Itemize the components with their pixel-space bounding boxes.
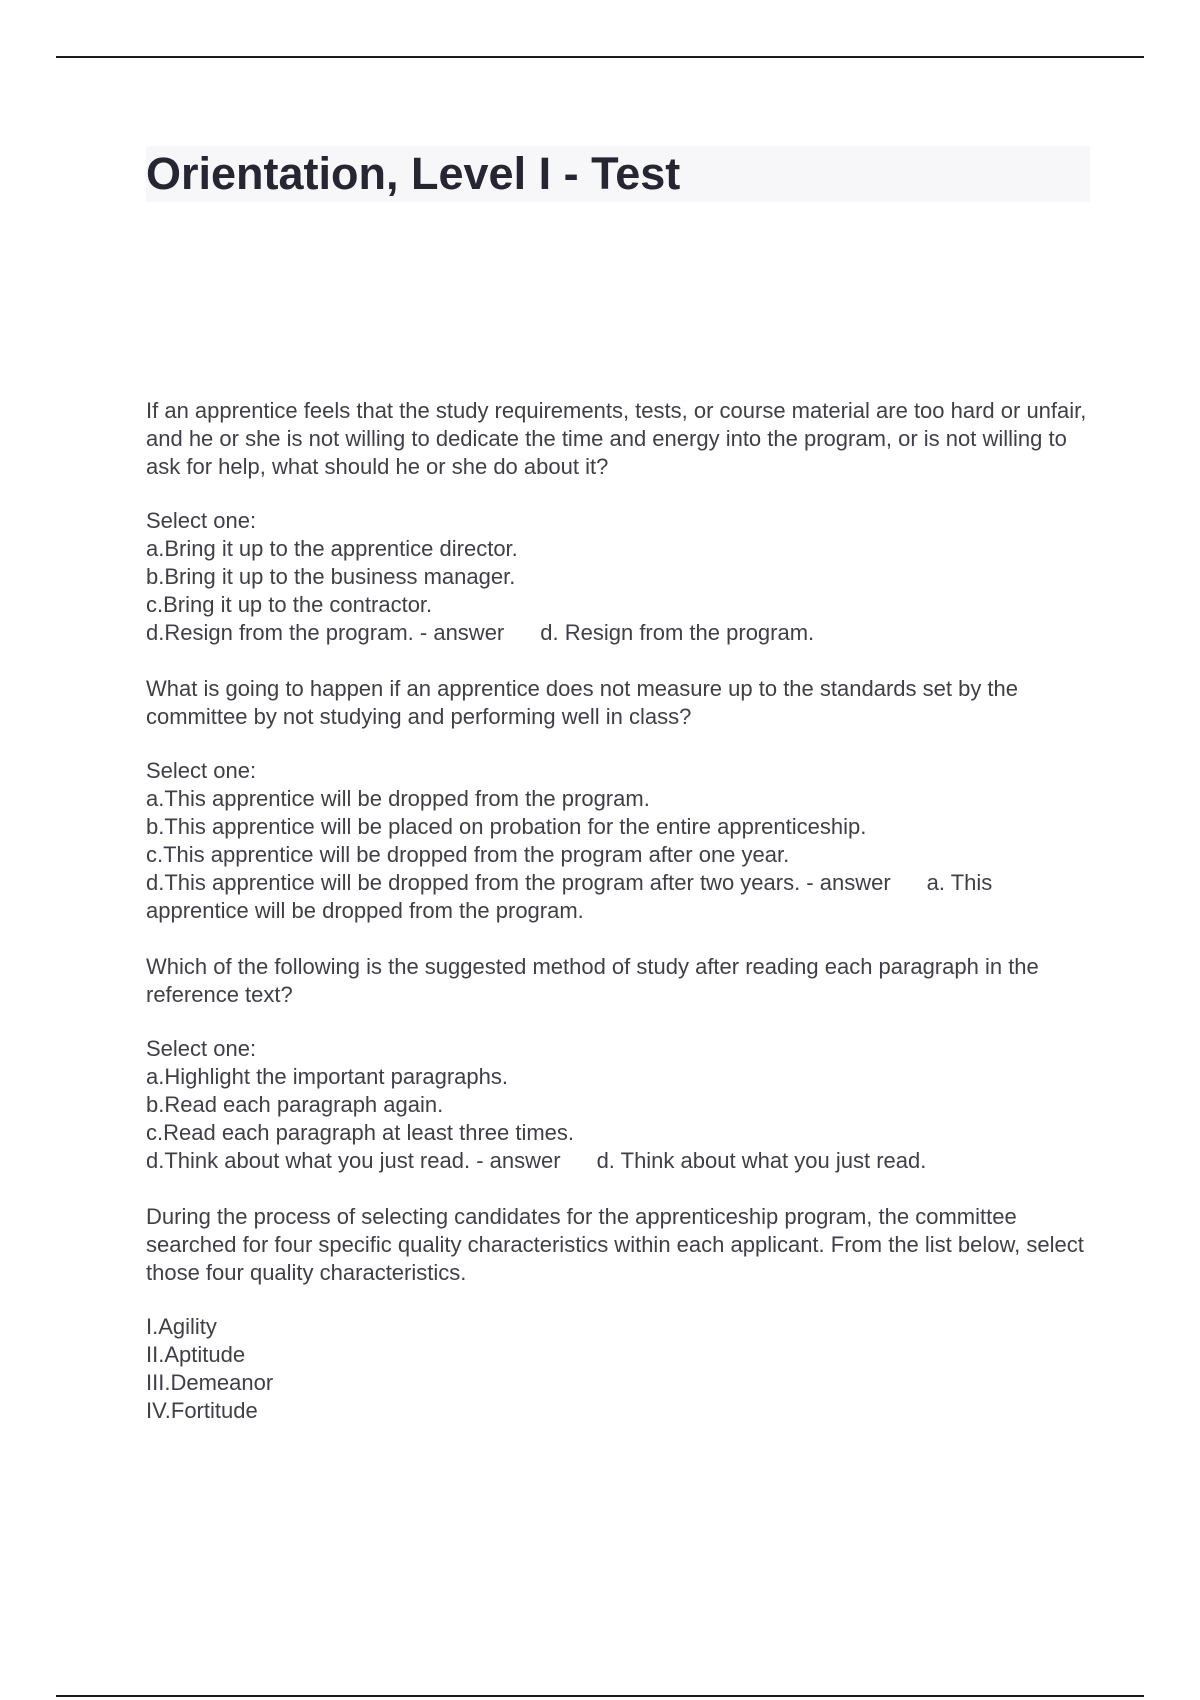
document-body — [146, 397, 1096, 1425]
answer-text: d. Resign from the program. — [540, 620, 815, 645]
select-one-label: Select one: — [146, 758, 257, 783]
select-one-label: Select one: — [146, 508, 257, 533]
option-a: a.This apprentice will be dropped from the program. — [146, 786, 650, 811]
option-d-with-answer — [146, 619, 1096, 647]
option-c: c.This apprentice will be dropped from the program after one year. — [146, 842, 790, 867]
answer-options — [146, 757, 1096, 925]
question-prompt: If an apprentice feels that the study requirements, tests, or course material are too hard or unfair, and he or she is not willing to dedicate the time and energy into the program, or is not willing to ask for help, what should he or she do about it? — [146, 398, 1087, 479]
option-c: c.Bring it up to the contractor. — [146, 592, 433, 617]
select-one-label: Select one: — [146, 1036, 257, 1061]
option-d-with-answer — [146, 869, 1096, 925]
question-prompt: Which of the following is the suggested method of study after reading each paragraph in the reference text? — [146, 954, 1039, 1007]
question-prompt: What is going to happen if an apprentice does not measure up to the standards set by the committee by not studying and performing well in class? — [146, 676, 1019, 729]
bottom-rule — [56, 1695, 1144, 1697]
list-item: IV.Fortitude — [146, 1398, 258, 1423]
option-d: d.Think about what you just read. - answer — [146, 1148, 561, 1173]
answer-text: d. Think about what you just read. — [596, 1148, 927, 1173]
answer-options — [146, 1035, 1096, 1175]
top-rule — [56, 56, 1144, 58]
answer-options — [146, 507, 1096, 647]
option-b: b.Bring it up to the business manager. — [146, 564, 516, 589]
question-4 — [146, 1203, 1096, 1425]
option-d-with-answer — [146, 1147, 1096, 1175]
page-title: Orientation, Level I - Test — [146, 148, 681, 199]
question-2 — [146, 675, 1096, 925]
question-3 — [146, 953, 1096, 1175]
characteristics-list — [146, 1313, 1096, 1425]
option-b: b.Read each paragraph again. — [146, 1092, 444, 1117]
option-d: d.Resign from the program. - answer — [146, 620, 505, 645]
list-item: III.Demeanor — [146, 1370, 274, 1395]
question-prompt: During the process of selecting candidates for the apprenticeship program, the committee searched for four specific quality characteristics within each applicant. From the list below, select those four quality characteristics. — [146, 1204, 1084, 1285]
option-b: b.This apprentice will be placed on probation for the entire apprenticeship. — [146, 814, 867, 839]
option-a: a.Bring it up to the apprentice director. — [146, 536, 518, 561]
option-d: d.This apprentice will be dropped from the program after two years. - answer — [146, 870, 891, 895]
option-a: a.Highlight the important paragraphs. — [146, 1064, 508, 1089]
option-c: c.Read each paragraph at least three times. — [146, 1120, 575, 1145]
answer-text: a. This apprentice will be dropped from the program. — [146, 870, 999, 923]
list-item: I.Agility — [146, 1314, 217, 1339]
question-1 — [146, 397, 1096, 647]
list-item: II.Aptitude — [146, 1342, 246, 1367]
